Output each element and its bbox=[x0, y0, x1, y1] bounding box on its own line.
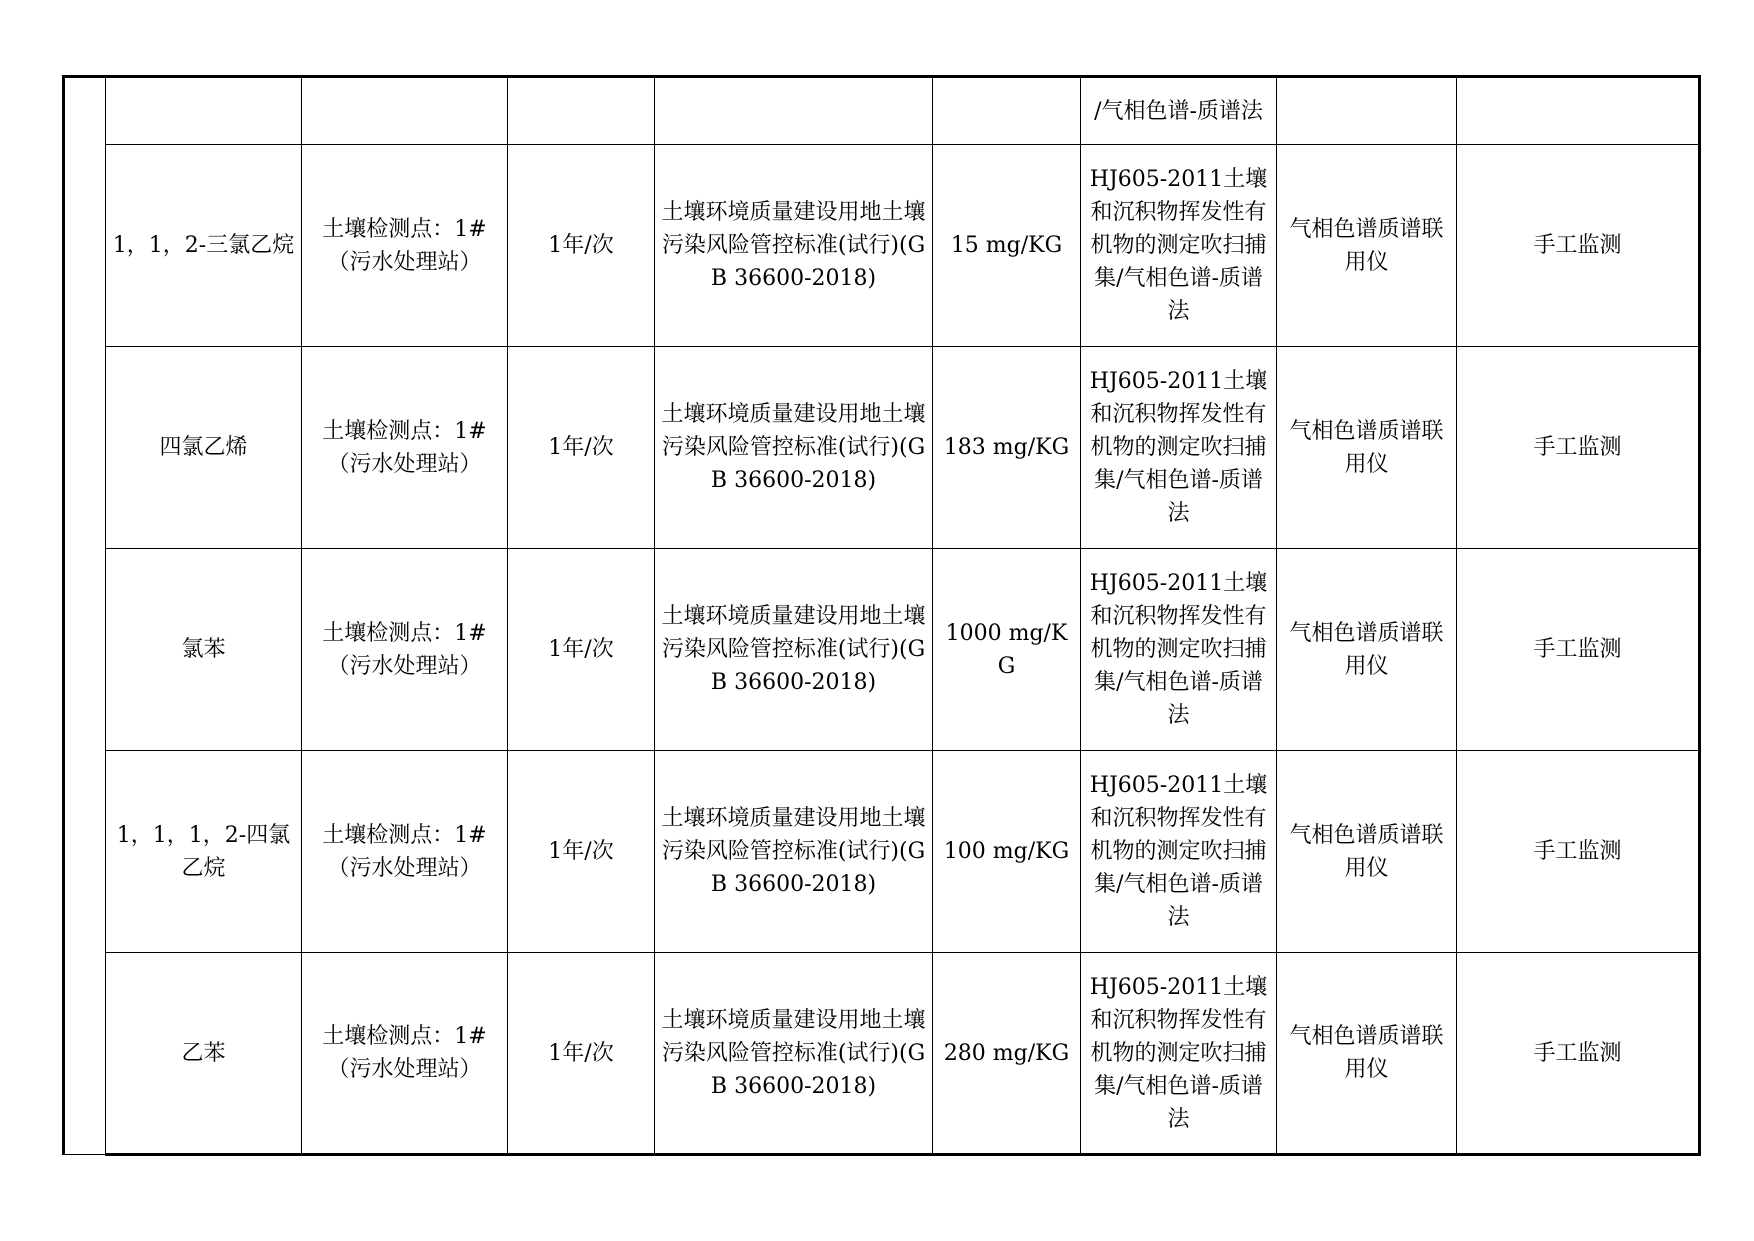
location-cell bbox=[302, 953, 508, 1155]
frequency-text: 1年/次 bbox=[548, 1040, 614, 1066]
standard-cell bbox=[655, 549, 933, 751]
pollutant-text: 四氯乙烯 bbox=[159, 435, 248, 460]
instrument-text: 气相色谱质谱联用仪 bbox=[1289, 216, 1444, 275]
standard-text: 土壤环境质量建设用地土壤污染风险管控标准(试行)(GB 36600-2018) bbox=[661, 806, 926, 897]
pollutant-cell bbox=[106, 549, 302, 751]
pollutant-cell bbox=[106, 751, 302, 953]
table-row-continuation bbox=[64, 77, 1700, 145]
pollutant-text: 1，1，2-三氯乙烷 bbox=[112, 233, 295, 258]
limit-text: 15 mg/KG bbox=[950, 233, 1063, 258]
mode-cell bbox=[1457, 145, 1700, 347]
mode-cell bbox=[1457, 347, 1700, 549]
mode-text: 手工监测 bbox=[1533, 839, 1622, 864]
instrument-cell bbox=[1277, 347, 1457, 549]
standard-cell bbox=[655, 145, 933, 347]
location-text: 土壤检测点：1#（污水处理站） bbox=[322, 418, 487, 477]
frequency-cell bbox=[508, 145, 655, 347]
location-cell bbox=[302, 347, 508, 549]
location-text: 土壤检测点：1#（污水处理站） bbox=[322, 620, 487, 679]
limit-cell bbox=[933, 77, 1081, 145]
method-cell bbox=[1081, 549, 1277, 751]
table-row bbox=[64, 145, 1700, 347]
mode-cell bbox=[1457, 953, 1700, 1155]
location-cell bbox=[302, 77, 508, 145]
location-cell bbox=[302, 549, 508, 751]
method-cell bbox=[1081, 953, 1277, 1155]
pollutant-cell bbox=[106, 953, 302, 1155]
frequency-text: 1年/次 bbox=[548, 233, 614, 258]
method-cell bbox=[1081, 751, 1277, 953]
standard-cell bbox=[655, 953, 933, 1155]
method-cell bbox=[1081, 145, 1277, 347]
instrument-text: 气相色谱质谱联用仪 bbox=[1289, 418, 1444, 477]
limit-text: 100 mg/KG bbox=[943, 839, 1070, 864]
method-text: HJ605-2011土壤和沉积物挥发性有机物的测定吹扫捕集/气相色谱-质谱法 bbox=[1089, 571, 1268, 728]
pollutant-cell bbox=[106, 145, 302, 347]
frequency-cell bbox=[508, 751, 655, 953]
instrument-text: 气相色谱质谱联用仪 bbox=[1289, 822, 1444, 881]
method-text: HJ605-2011土壤和沉积物挥发性有机物的测定吹扫捕集/气相色谱-质谱法 bbox=[1089, 167, 1268, 324]
method-cell bbox=[1081, 77, 1277, 145]
location-cell bbox=[302, 751, 508, 953]
mode-cell bbox=[1457, 549, 1700, 751]
instrument-cell bbox=[1277, 145, 1457, 347]
standard-text: 土壤环境质量建设用地土壤污染风险管控标准(试行)(GB 36600-2018) bbox=[661, 604, 926, 695]
location-text: 土壤检测点：1#（污水处理站） bbox=[322, 216, 487, 275]
limit-text: 280 mg/KG bbox=[943, 1040, 1070, 1066]
standard-text: 土壤环境质量建设用地土壤污染风险管控标准(试行)(GB 36600-2018) bbox=[661, 402, 926, 493]
instrument-cell bbox=[1277, 751, 1457, 953]
limit-cell bbox=[933, 549, 1081, 751]
limit-text: 1000 mg/KG bbox=[945, 620, 1068, 679]
table-row bbox=[64, 347, 1700, 549]
frequency-text: 1年/次 bbox=[548, 839, 614, 864]
standard-cell bbox=[655, 347, 933, 549]
standard-cell bbox=[655, 77, 933, 145]
table-row bbox=[64, 953, 1700, 1155]
method-text: /气相色谱-质谱法 bbox=[1094, 98, 1263, 124]
standard-text: 土壤环境质量建设用地土壤污染风险管控标准(试行)(GB 36600-2018) bbox=[661, 200, 926, 291]
frequency-cell bbox=[508, 953, 655, 1155]
pollutant-text: 1，1，1，2-四氯乙烷 bbox=[116, 822, 291, 881]
method-cell bbox=[1081, 347, 1277, 549]
instrument-cell bbox=[1277, 77, 1457, 145]
table-row bbox=[64, 751, 1700, 953]
instrument-text: 气相色谱质谱联用仪 bbox=[1289, 1024, 1444, 1082]
pollutant-text: 氯苯 bbox=[181, 637, 226, 662]
pollutant-text: 乙苯 bbox=[181, 1040, 226, 1066]
mode-text: 手工监测 bbox=[1533, 233, 1622, 258]
frequency-cell bbox=[508, 347, 655, 549]
mode-cell bbox=[1457, 77, 1700, 145]
mode-text: 手工监测 bbox=[1533, 1040, 1622, 1066]
method-text: HJ605-2011土壤和沉积物挥发性有机物的测定吹扫捕集/气相色谱-质谱法 bbox=[1089, 773, 1268, 930]
limit-cell bbox=[933, 751, 1081, 953]
instrument-cell bbox=[1277, 953, 1457, 1155]
limit-cell bbox=[933, 145, 1081, 347]
monitoring-table bbox=[62, 75, 1701, 1156]
frequency-text: 1年/次 bbox=[548, 637, 614, 662]
category-cell bbox=[64, 77, 106, 1155]
frequency-text: 1年/次 bbox=[548, 435, 614, 460]
frequency-cell bbox=[508, 77, 655, 145]
mode-cell bbox=[1457, 751, 1700, 953]
mode-text: 手工监测 bbox=[1533, 637, 1622, 662]
pollutant-cell bbox=[106, 77, 302, 145]
standard-cell bbox=[655, 751, 933, 953]
frequency-cell bbox=[508, 549, 655, 751]
location-text: 土壤检测点：1#（污水处理站） bbox=[322, 822, 487, 881]
standard-text: 土壤环境质量建设用地土壤污染风险管控标准(试行)(GB 36600-2018) bbox=[661, 1007, 926, 1099]
instrument-cell bbox=[1277, 549, 1457, 751]
location-cell bbox=[302, 145, 508, 347]
table-row bbox=[64, 549, 1700, 751]
limit-cell bbox=[933, 953, 1081, 1155]
pollutant-cell bbox=[106, 347, 302, 549]
method-text: HJ605-2011土壤和沉积物挥发性有机物的测定吹扫捕集/气相色谱-质谱法 bbox=[1089, 369, 1268, 526]
location-text: 土壤检测点：1#（污水处理站） bbox=[322, 1024, 487, 1082]
limit-cell bbox=[933, 347, 1081, 549]
instrument-text: 气相色谱质谱联用仪 bbox=[1289, 620, 1444, 679]
limit-text: 183 mg/KG bbox=[943, 435, 1070, 460]
method-text: HJ605-2011土壤和沉积物挥发性有机物的测定吹扫捕集/气相色谱-质谱法 bbox=[1089, 974, 1268, 1132]
mode-text: 手工监测 bbox=[1533, 435, 1622, 460]
